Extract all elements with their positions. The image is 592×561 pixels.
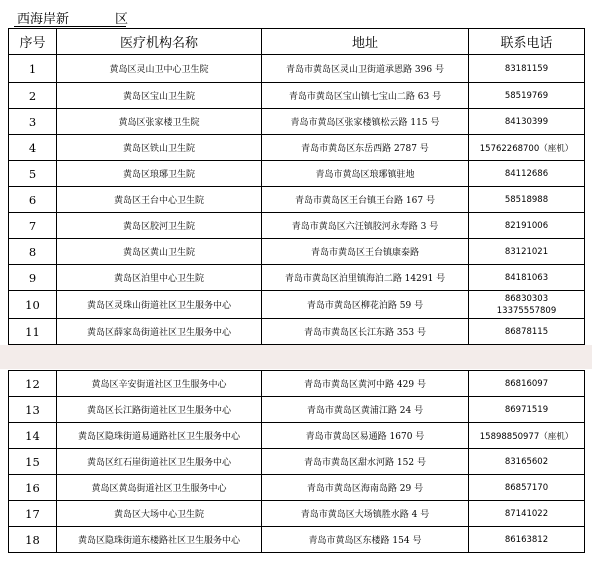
row-index: 10 <box>9 291 57 319</box>
row-name: 黄岛区铁山卫生院 <box>57 135 262 161</box>
header-phone: 联系电话 <box>469 29 585 55</box>
row-index: 13 <box>9 397 57 423</box>
table-row <box>9 213 585 239</box>
row-address: 青岛市黄岛区易通路 1670 号 <box>262 423 469 449</box>
row-name: 黄岛区长江路街道社区卫生服务中心 <box>57 397 262 423</box>
row-name: 黄岛区胶河卫生院 <box>57 213 262 239</box>
row-index: 7 <box>9 213 57 239</box>
row-index: 14 <box>9 423 57 449</box>
row-index: 17 <box>9 501 57 527</box>
row-phone <box>469 291 585 319</box>
row-phone-line-1: 86830303 <box>504 293 549 304</box>
row-address: 青岛市黄岛区泊里镇海泊二路 14291 号 <box>262 265 469 291</box>
row-index: 18 <box>9 527 57 553</box>
row-index: 15 <box>9 449 57 475</box>
row-address: 青岛市黄岛区东岳西路 2787 号 <box>262 135 469 161</box>
row-phone: 84181063 <box>469 265 585 291</box>
row-index: 9 <box>9 265 57 291</box>
row-name: 黄岛区隐珠街道易通路社区卫生服务中心 <box>57 423 262 449</box>
row-index: 2 <box>9 83 57 109</box>
row-name: 黄岛区琅琊卫生院 <box>57 161 262 187</box>
row-index: 1 <box>9 55 57 83</box>
row-phone: 58518988 <box>469 187 585 213</box>
clinic-table-part-2 <box>8 370 585 553</box>
document-title <box>0 6 592 26</box>
header-name: 医疗机构名称 <box>57 29 262 55</box>
row-name: 黄岛区黄山卫生院 <box>57 239 262 265</box>
row-name: 黄岛区灵珠山街道社区卫生服务中心 <box>57 291 262 319</box>
row-address: 青岛市黄岛区灵山卫街道承恩路 396 号 <box>262 55 469 83</box>
row-phone: 15762268700（座机） <box>469 135 585 161</box>
table-row <box>9 135 585 161</box>
table-row <box>9 83 585 109</box>
table-row <box>9 527 585 553</box>
row-name: 黄岛区红石崖街道社区卫生服务中心 <box>57 449 262 475</box>
row-name: 黄岛区王台中心卫生院 <box>57 187 262 213</box>
row-address: 青岛市黄岛区东楼路 154 号 <box>262 527 469 553</box>
row-address: 青岛市黄岛区宝山镇七宝山二路 63 号 <box>262 83 469 109</box>
title-suffix: 区 <box>115 12 129 27</box>
table-row <box>9 265 585 291</box>
row-name: 黄岛区灵山卫中心卫生院 <box>57 55 262 83</box>
title-prefix: 西海岸新 <box>17 12 70 27</box>
table-row <box>9 449 585 475</box>
header-address: 地址 <box>262 29 469 55</box>
table-row <box>9 501 585 527</box>
row-phone: 84112686 <box>469 161 585 187</box>
row-address: 青岛市黄岛区王台镇王台路 167 号 <box>262 187 469 213</box>
table-row <box>9 291 585 319</box>
row-index: 16 <box>9 475 57 501</box>
table-row <box>9 319 585 345</box>
row-phone: 87141022 <box>469 501 585 527</box>
table-row <box>9 475 585 501</box>
row-name: 黄岛区大场中心卫生院 <box>57 501 262 527</box>
row-phone: 83121021 <box>469 239 585 265</box>
row-index: 12 <box>9 371 57 397</box>
row-address: 青岛市黄岛区大场镇胜水路 4 号 <box>262 501 469 527</box>
row-phone: 86857170 <box>469 475 585 501</box>
row-phone: 58519769 <box>469 83 585 109</box>
table-row <box>9 239 585 265</box>
table-row <box>9 55 585 83</box>
row-name: 黄岛区张家楼卫生院 <box>57 109 262 135</box>
clinic-table-part-1 <box>8 28 585 345</box>
table-row <box>9 161 585 187</box>
row-address: 青岛市黄岛区六汪镇胶河永寿路 3 号 <box>262 213 469 239</box>
row-phone: 86816097 <box>469 371 585 397</box>
row-phone: 83181159 <box>469 55 585 83</box>
row-address: 青岛市黄岛区琅琊镇驻地 <box>262 161 469 187</box>
row-name: 黄岛区宝山卫生院 <box>57 83 262 109</box>
row-address: 青岛市黄岛区海南岛路 29 号 <box>262 475 469 501</box>
row-name: 黄岛区辛安街道社区卫生服务中心 <box>57 371 262 397</box>
row-address: 青岛市黄岛区黄浦江路 24 号 <box>262 397 469 423</box>
row-address: 青岛市黄岛区张家楼镇松云路 115 号 <box>262 109 469 135</box>
row-index: 11 <box>9 319 57 345</box>
table-row <box>9 187 585 213</box>
row-name: 黄岛区隐珠街道东楼路社区卫生服务中心 <box>57 527 262 553</box>
row-index: 8 <box>9 239 57 265</box>
page-break <box>0 345 592 369</box>
row-address: 青岛市黄岛区王台镇康泰路 <box>262 239 469 265</box>
row-address: 青岛市黄岛区黄河中路 429 号 <box>262 371 469 397</box>
table-row <box>9 397 585 423</box>
header-index: 序号 <box>9 29 57 55</box>
row-phone: 86971519 <box>469 397 585 423</box>
row-address: 青岛市黄岛区柳花泊路 59 号 <box>262 291 469 319</box>
row-index: 3 <box>9 109 57 135</box>
table-row <box>9 423 585 449</box>
row-name: 黄岛区黄岛街道社区卫生服务中心 <box>57 475 262 501</box>
table-row <box>9 109 585 135</box>
row-phone: 83165602 <box>469 449 585 475</box>
row-phone: 86163812 <box>469 527 585 553</box>
row-phone: 82191006 <box>469 213 585 239</box>
row-phone: 84130399 <box>469 109 585 135</box>
row-phone-line-2: 13375557809 <box>496 305 557 316</box>
table-header-row <box>9 29 585 55</box>
row-index: 5 <box>9 161 57 187</box>
table-row <box>9 371 585 397</box>
row-phone: 86878115 <box>469 319 585 345</box>
row-name: 黄岛区泊里中心卫生院 <box>57 265 262 291</box>
row-index: 6 <box>9 187 57 213</box>
title-underline <box>14 26 126 27</box>
row-name: 黄岛区薛家岛街道社区卫生服务中心 <box>57 319 262 345</box>
row-address: 青岛市黄岛区甜水河路 152 号 <box>262 449 469 475</box>
row-phone: 15898850977（座机） <box>469 423 585 449</box>
row-index: 4 <box>9 135 57 161</box>
row-address: 青岛市黄岛区长江东路 353 号 <box>262 319 469 345</box>
